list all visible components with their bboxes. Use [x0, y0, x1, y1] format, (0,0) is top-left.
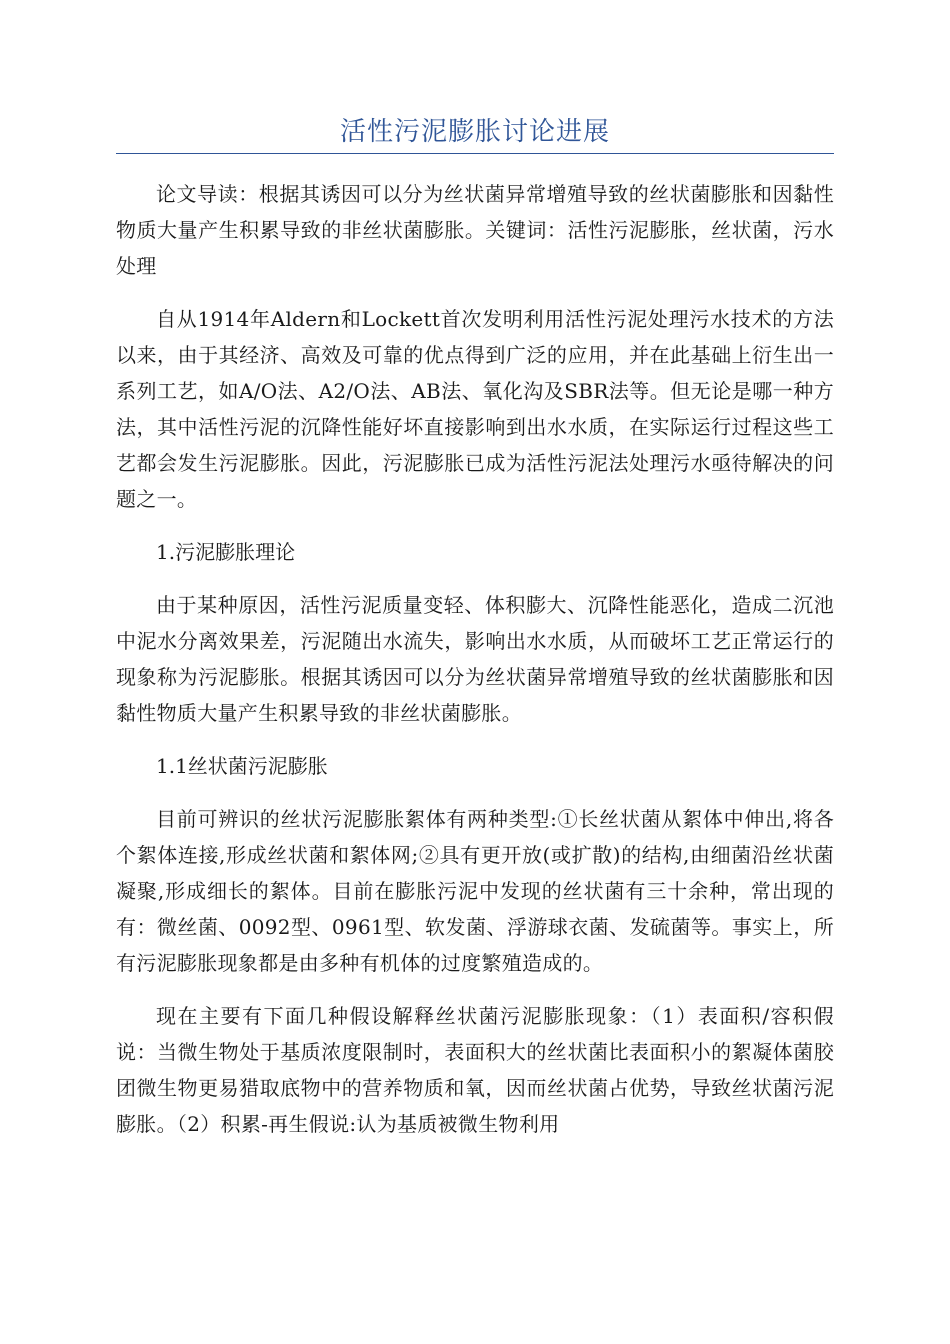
hypotheses-paragraph: 现在主要有下面几种假设解释丝状菌污泥膨胀现象：（1）表面积/容积假说：当微生物处于基质浓度限制时，表面积大的丝状菌比表面积小的絮凝体菌胶团微生物更易猎取底物中的营养物质和氧，因而丝状菌占优势，导致丝状菌污泥膨胀。（2）积累-再生假说:认为基质被微生物利用 [116, 1004, 834, 1136]
section-heading-filamentous-bulking: 1.1丝状菌污泥膨胀 [156, 754, 328, 778]
intro-paragraph: 论文导读：根据其诱因可以分为丝状菌异常增殖导致的丝状菌膨胀和因黏性物质大量产生积累导致的非丝状菌膨胀。关键词：活性污泥膨胀，丝状菌，污水处理 [116, 182, 834, 278]
section-heading-sludge-bulking-theory: 1.污泥膨胀理论 [156, 540, 296, 564]
background-paragraph: 自从1914年Aldern和Lockett首次发明利用活性污泥处理污水技术的方法以来，由于其经济、高效及可靠的优点得到广泛的应用，并在此基础上衍生出一系列工艺，如A/O法、A2/O法、AB法、氧化沟及SBR法等。但无论是哪一种方法，其中活性污泥的沉降性能好坏直接影响到出水水质，在实际运行过程这些工艺都会发生污泥膨胀。因此，污泥膨胀已成为活性污泥法处理污水亟待解决的问题之一。 [116, 307, 834, 511]
filamentous-floc-types-paragraph: 目前可辨识的丝状污泥膨胀絮体有两种类型:①长丝状菌从絮体中伸出,将各个絮体连接,形成丝状菌和絮体网;②具有更开放(或扩散)的结构,由细菌沿丝状菌凝聚,形成细长的絮体。目前在膨胀污泥中发现的丝状菌有三十余种，常出现的有：微丝菌、0092型、0961型、软发菌、浮游球衣菌、发硫菌等。事实上，所有污泥膨胀现象都是由多种有机体的过度繁殖造成的。 [116, 807, 834, 975]
title-underline-divider [116, 153, 834, 154]
page-title: 活性污泥膨胀讨论进展 [339, 117, 610, 147]
document-body [116, 176, 834, 1159]
sludge-bulking-definition-paragraph: 由于某种原因，活性污泥质量变轻、体积膨大、沉降性能恶化，造成二沉池中泥水分离效果差，污泥随出水流失，影响出水水质，从而破坏工艺正常运行的现象称为污泥膨胀。根据其诱因可以分为丝状菌异常增殖导致的丝状菌膨胀和因黏性物质大量产生积累导致的非丝状菌膨胀。 [116, 593, 834, 725]
